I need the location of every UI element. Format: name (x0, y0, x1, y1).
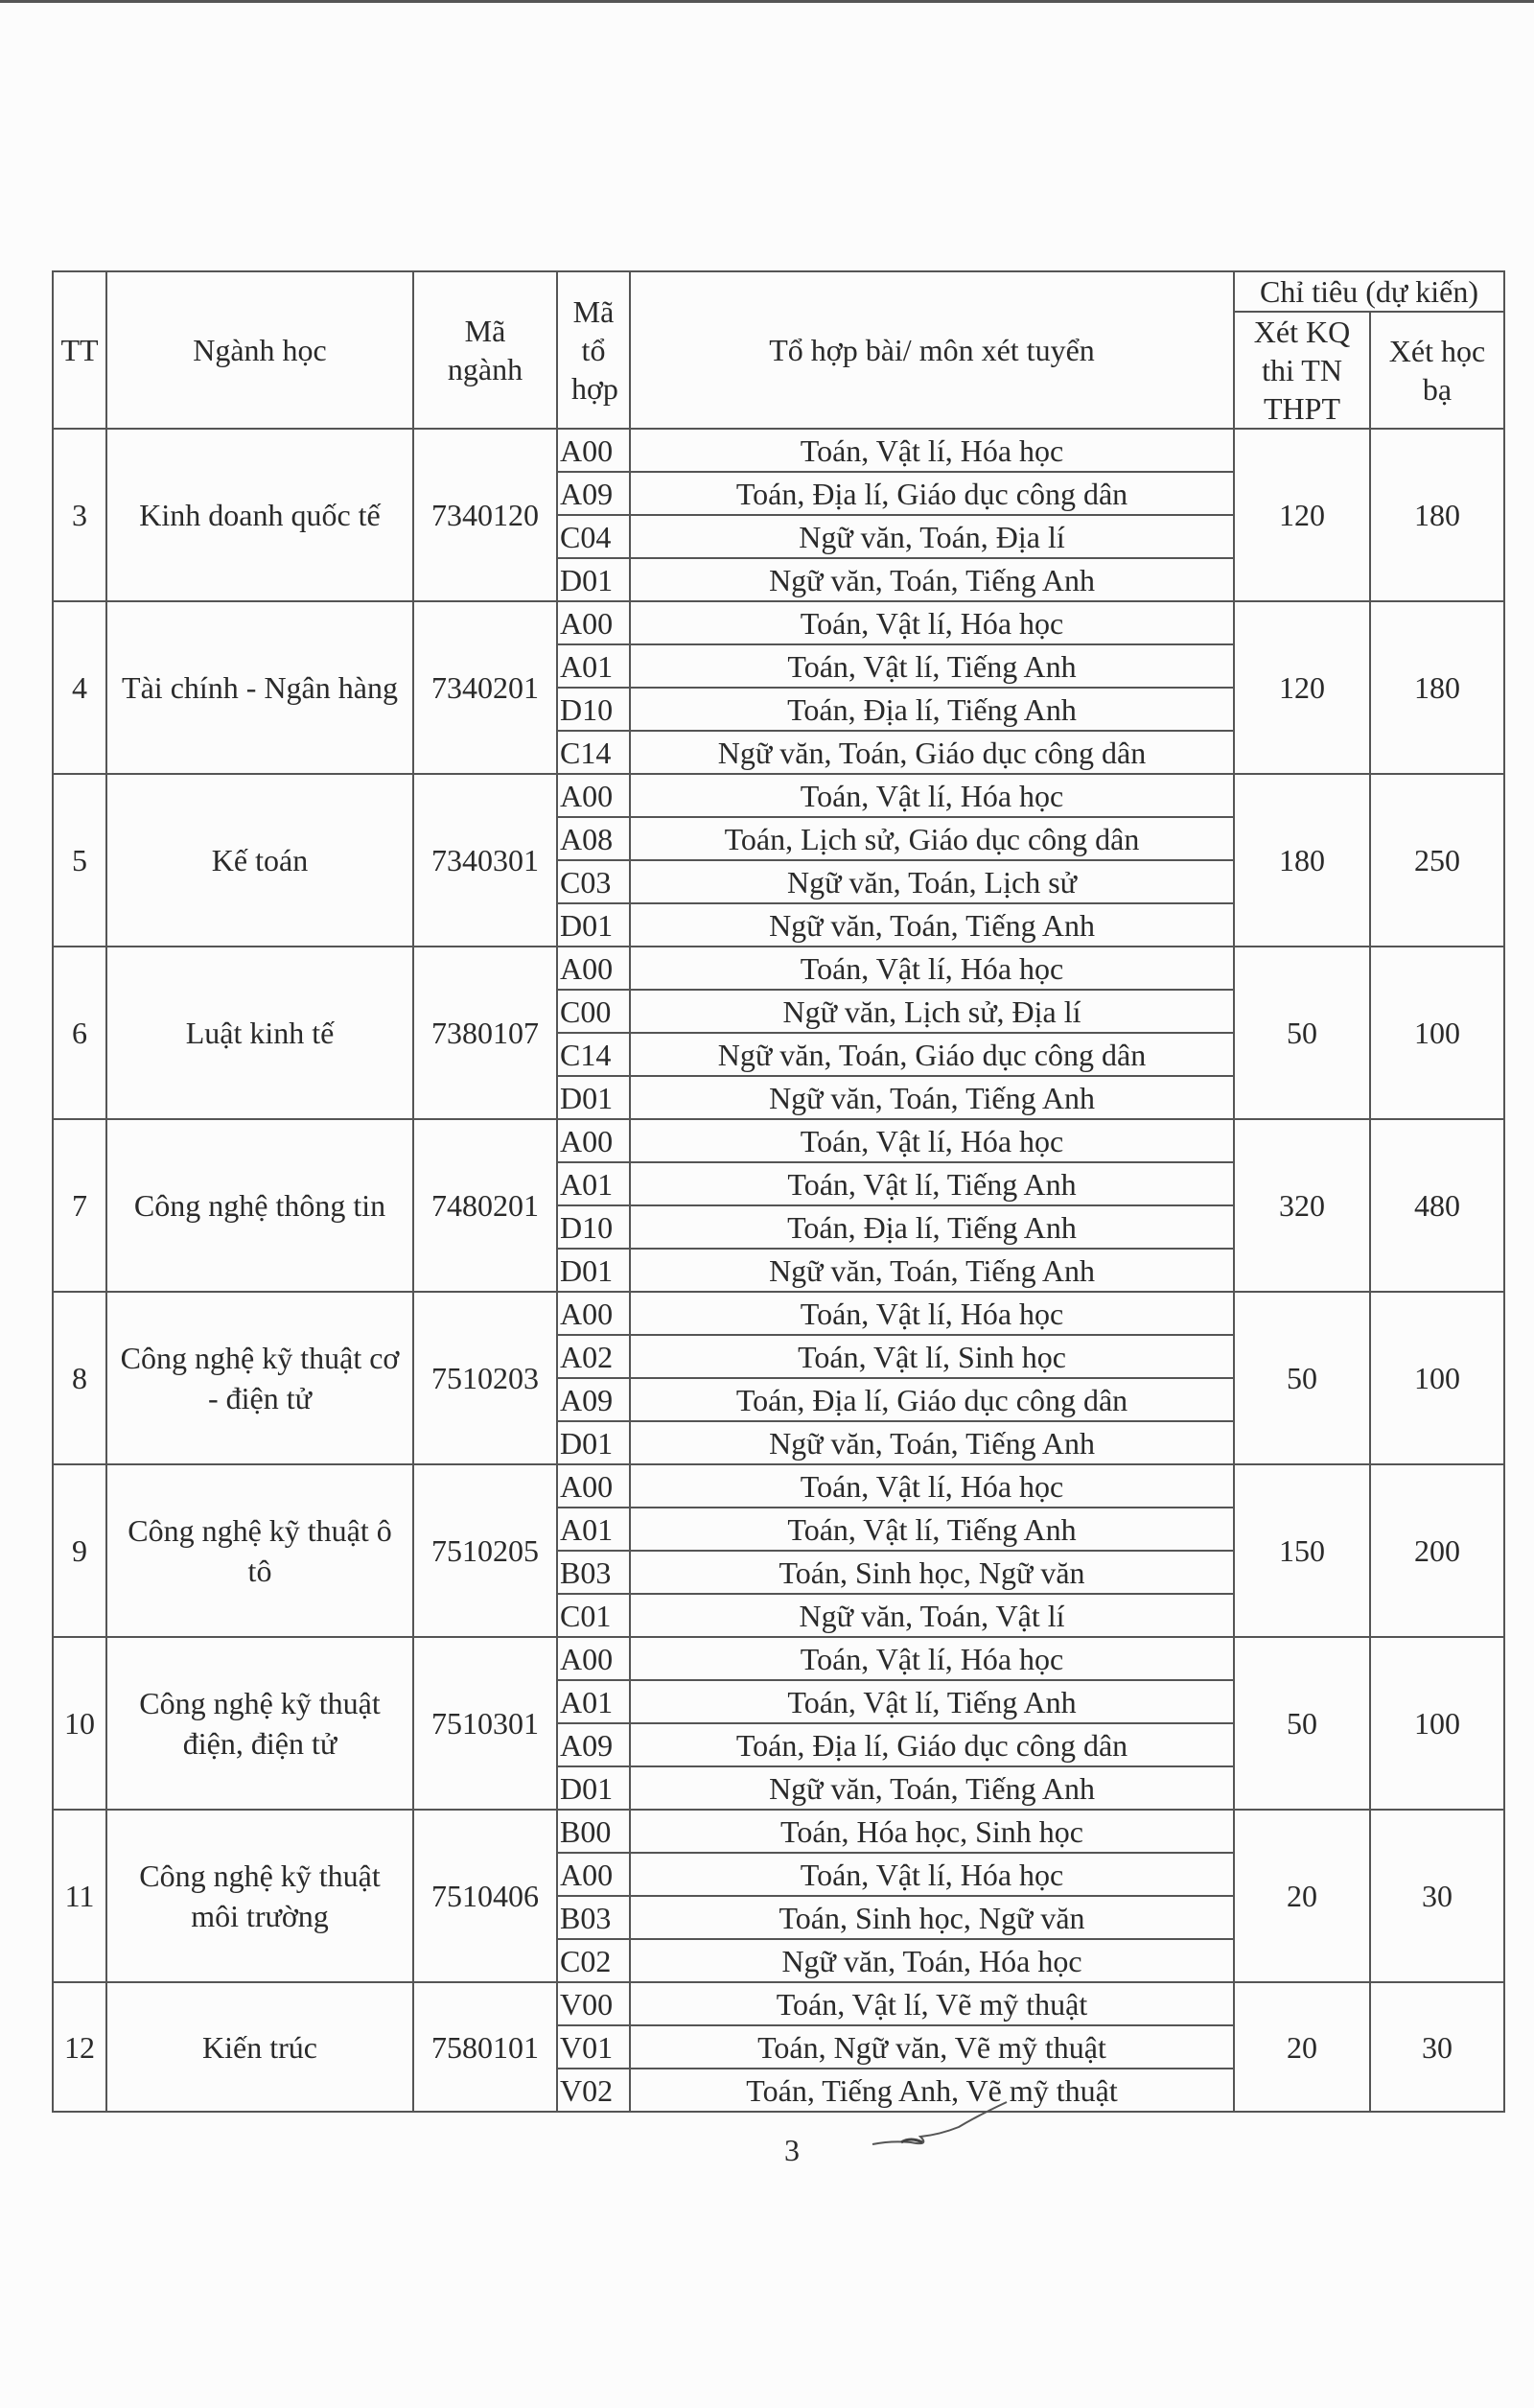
combo-subjects: Toán, Vật lí, Tiếng Anh (630, 644, 1234, 688)
header-major: Ngành học (106, 271, 413, 429)
major-name: Kinh doanh quốc tế (106, 429, 413, 601)
table-body (53, 429, 1504, 2112)
combo-code: D10 (557, 688, 630, 731)
combo-subjects: Toán, Vật lí, Hóa học (630, 1292, 1234, 1335)
combo-code: C14 (557, 731, 630, 774)
combo-code: A01 (557, 1680, 630, 1723)
major-name: Công nghệ thông tin (106, 1119, 413, 1292)
combo-code: A00 (557, 774, 630, 817)
quota-exam: 50 (1234, 947, 1370, 1119)
quota-exam: 120 (1234, 601, 1370, 774)
combo-subjects: Ngữ văn, Toán, Giáo dục công dân (630, 1033, 1234, 1076)
major-code: 7340120 (413, 429, 557, 601)
combo-code: D10 (557, 1205, 630, 1249)
header-combo-subjects: Tổ hợp bài/ môn xét tuyển (630, 271, 1234, 429)
quota-transcript: 30 (1370, 1810, 1504, 1982)
combo-subjects: Toán, Địa lí, Giáo dục công dân (630, 1723, 1234, 1766)
major-code: 7380107 (413, 947, 557, 1119)
major-code: 7510205 (413, 1464, 557, 1637)
quota-transcript: 30 (1370, 1982, 1504, 2112)
combo-subjects: Toán, Sinh học, Ngữ văn (630, 1896, 1234, 1939)
combo-code: A09 (557, 472, 630, 515)
page-number: 3 (784, 2133, 800, 2167)
combo-code: C03 (557, 860, 630, 903)
table-row (53, 1119, 1504, 1162)
combo-subjects: Toán, Địa lí, Tiếng Anh (630, 1205, 1234, 1249)
combo-subjects: Toán, Vật lí, Hóa học (630, 947, 1234, 990)
combo-code: A08 (557, 817, 630, 860)
combo-code: C01 (557, 1594, 630, 1637)
major-code: 7510406 (413, 1810, 557, 1982)
row-tt: 3 (53, 429, 106, 601)
major-name: Kế toán (106, 774, 413, 947)
quota-exam: 120 (1234, 429, 1370, 601)
combo-subjects: Toán, Vật lí, Sinh học (630, 1335, 1234, 1378)
combo-subjects: Ngữ văn, Toán, Tiếng Anh (630, 558, 1234, 601)
major-name: Công nghệ kỹ thuật ô tô (106, 1464, 413, 1637)
quota-transcript: 100 (1370, 1292, 1504, 1464)
row-tt: 8 (53, 1292, 106, 1464)
major-name: Công nghệ kỹ thuật môi trường (106, 1810, 413, 1982)
major-name: Kiến trúc (106, 1982, 413, 2112)
header-quota-group: Chỉ tiêu (dự kiến) (1234, 271, 1504, 312)
quota-transcript: 180 (1370, 601, 1504, 774)
combo-code: C00 (557, 990, 630, 1033)
row-tt: 11 (53, 1810, 106, 1982)
combo-code: B00 (557, 1810, 630, 1853)
quota-transcript: 200 (1370, 1464, 1504, 1637)
table-row (53, 1464, 1504, 1508)
header-major-code: Mã ngành (413, 271, 557, 429)
top-edge (0, 0, 1534, 3)
row-tt: 7 (53, 1119, 106, 1292)
combo-subjects: Toán, Vật lí, Hóa học (630, 1637, 1234, 1680)
combo-code: A00 (557, 1292, 630, 1335)
row-tt: 9 (53, 1464, 106, 1637)
table-row (53, 1292, 1504, 1335)
combo-code: C02 (557, 1939, 630, 1982)
quota-exam: 320 (1234, 1119, 1370, 1292)
major-name: Luật kinh tế (106, 947, 413, 1119)
table-row (53, 1810, 1504, 1853)
combo-code: A09 (557, 1723, 630, 1766)
combo-code: D01 (557, 1076, 630, 1119)
combo-subjects: Ngữ văn, Toán, Vật lí (630, 1594, 1234, 1637)
major-name: Công nghệ kỹ thuật điện, điện tử (106, 1637, 413, 1810)
combo-code: A02 (557, 1335, 630, 1378)
header-quota-transcript: Xét học bạ (1370, 312, 1504, 429)
quota-exam: 50 (1234, 1292, 1370, 1464)
signature-mark-icon (863, 2098, 1016, 2156)
combo-subjects: Ngữ văn, Toán, Địa lí (630, 515, 1234, 558)
combo-subjects: Ngữ văn, Toán, Lịch sử (630, 860, 1234, 903)
combo-code: B03 (557, 1551, 630, 1594)
row-tt: 4 (53, 601, 106, 774)
combo-subjects: Toán, Vật lí, Tiếng Anh (630, 1680, 1234, 1723)
combo-code: D01 (557, 558, 630, 601)
combo-code: A00 (557, 1853, 630, 1896)
combo-subjects: Toán, Vật lí, Hóa học (630, 774, 1234, 817)
combo-subjects: Toán, Hóa học, Sinh học (630, 1810, 1234, 1853)
combo-code: V02 (557, 2069, 630, 2112)
header-quota-exam: Xét KQ thi TN THPT (1234, 312, 1370, 429)
combo-subjects: Ngữ văn, Toán, Tiếng Anh (630, 1249, 1234, 1292)
combo-code: A00 (557, 947, 630, 990)
combo-subjects: Toán, Vật lí, Hóa học (630, 1464, 1234, 1508)
combo-code: A00 (557, 1464, 630, 1508)
quota-transcript: 480 (1370, 1119, 1504, 1292)
combo-code: C04 (557, 515, 630, 558)
combo-subjects: Toán, Địa lí, Giáo dục công dân (630, 472, 1234, 515)
quota-transcript: 250 (1370, 774, 1504, 947)
header-combo-code: Mã tổ hợp (557, 271, 630, 429)
combo-subjects: Toán, Vật lí, Tiếng Anh (630, 1162, 1234, 1205)
combo-code: A01 (557, 1162, 630, 1205)
major-code: 7340201 (413, 601, 557, 774)
quota-exam: 180 (1234, 774, 1370, 947)
row-tt: 6 (53, 947, 106, 1119)
table-row (53, 429, 1504, 472)
table-row (53, 1982, 1504, 2025)
header-tt: TT (53, 271, 106, 429)
major-code: 7510203 (413, 1292, 557, 1464)
combo-code: A00 (557, 429, 630, 472)
combo-code: A00 (557, 1119, 630, 1162)
combo-subjects: Toán, Tiếng Anh, Vẽ mỹ thuật (630, 2069, 1234, 2112)
table-row (53, 774, 1504, 817)
combo-subjects: Toán, Vật lí, Hóa học (630, 1119, 1234, 1162)
table-row (53, 601, 1504, 644)
combo-subjects: Ngữ văn, Toán, Hóa học (630, 1939, 1234, 1982)
row-tt: 12 (53, 1982, 106, 2112)
combo-subjects: Toán, Vật lí, Vẽ mỹ thuật (630, 1982, 1234, 2025)
combo-subjects: Toán, Địa lí, Tiếng Anh (630, 688, 1234, 731)
major-code: 7580101 (413, 1982, 557, 2112)
combo-code: A01 (557, 644, 630, 688)
quota-transcript: 100 (1370, 1637, 1504, 1810)
combo-subjects: Ngữ văn, Lịch sử, Địa lí (630, 990, 1234, 1033)
combo-subjects: Toán, Vật lí, Hóa học (630, 601, 1234, 644)
quota-transcript: 180 (1370, 429, 1504, 601)
row-tt: 5 (53, 774, 106, 947)
combo-subjects: Ngữ văn, Toán, Tiếng Anh (630, 903, 1234, 947)
combo-code: A01 (557, 1508, 630, 1551)
combo-subjects: Toán, Địa lí, Giáo dục công dân (630, 1378, 1234, 1421)
combo-subjects: Toán, Ngữ văn, Vẽ mỹ thuật (630, 2025, 1234, 2069)
quota-exam: 50 (1234, 1637, 1370, 1810)
combo-subjects: Toán, Vật lí, Tiếng Anh (630, 1508, 1234, 1551)
combo-subjects: Toán, Vật lí, Hóa học (630, 1853, 1234, 1896)
major-code: 7510301 (413, 1637, 557, 1810)
combo-code: D01 (557, 1421, 630, 1464)
combo-subjects: Ngữ văn, Toán, Tiếng Anh (630, 1076, 1234, 1119)
major-name: Công nghệ kỹ thuật cơ - điện tử (106, 1292, 413, 1464)
combo-subjects: Ngữ văn, Toán, Tiếng Anh (630, 1421, 1234, 1464)
table-row (53, 1637, 1504, 1680)
major-code: 7480201 (413, 1119, 557, 1292)
combo-subjects: Ngữ văn, Toán, Giáo dục công dân (630, 731, 1234, 774)
quota-transcript: 100 (1370, 947, 1504, 1119)
combo-subjects: Toán, Sinh học, Ngữ văn (630, 1551, 1234, 1594)
combo-code: A09 (557, 1378, 630, 1421)
quota-exam: 150 (1234, 1464, 1370, 1637)
admissions-table (52, 270, 1505, 2113)
combo-code: D01 (557, 1766, 630, 1810)
combo-code: B03 (557, 1896, 630, 1939)
combo-code: V00 (557, 1982, 630, 2025)
table-row (53, 947, 1504, 990)
row-tt: 10 (53, 1637, 106, 1810)
combo-subjects: Toán, Lịch sử, Giáo dục công dân (630, 817, 1234, 860)
quota-exam: 20 (1234, 1982, 1370, 2112)
quota-exam: 20 (1234, 1810, 1370, 1982)
combo-code: D01 (557, 903, 630, 947)
combo-code: C14 (557, 1033, 630, 1076)
combo-subjects: Ngữ văn, Toán, Tiếng Anh (630, 1766, 1234, 1810)
combo-code: V01 (557, 2025, 630, 2069)
major-code: 7340301 (413, 774, 557, 947)
combo-code: A00 (557, 1637, 630, 1680)
combo-subjects: Toán, Vật lí, Hóa học (630, 429, 1234, 472)
major-name: Tài chính - Ngân hàng (106, 601, 413, 774)
combo-code: D01 (557, 1249, 630, 1292)
combo-code: A00 (557, 601, 630, 644)
